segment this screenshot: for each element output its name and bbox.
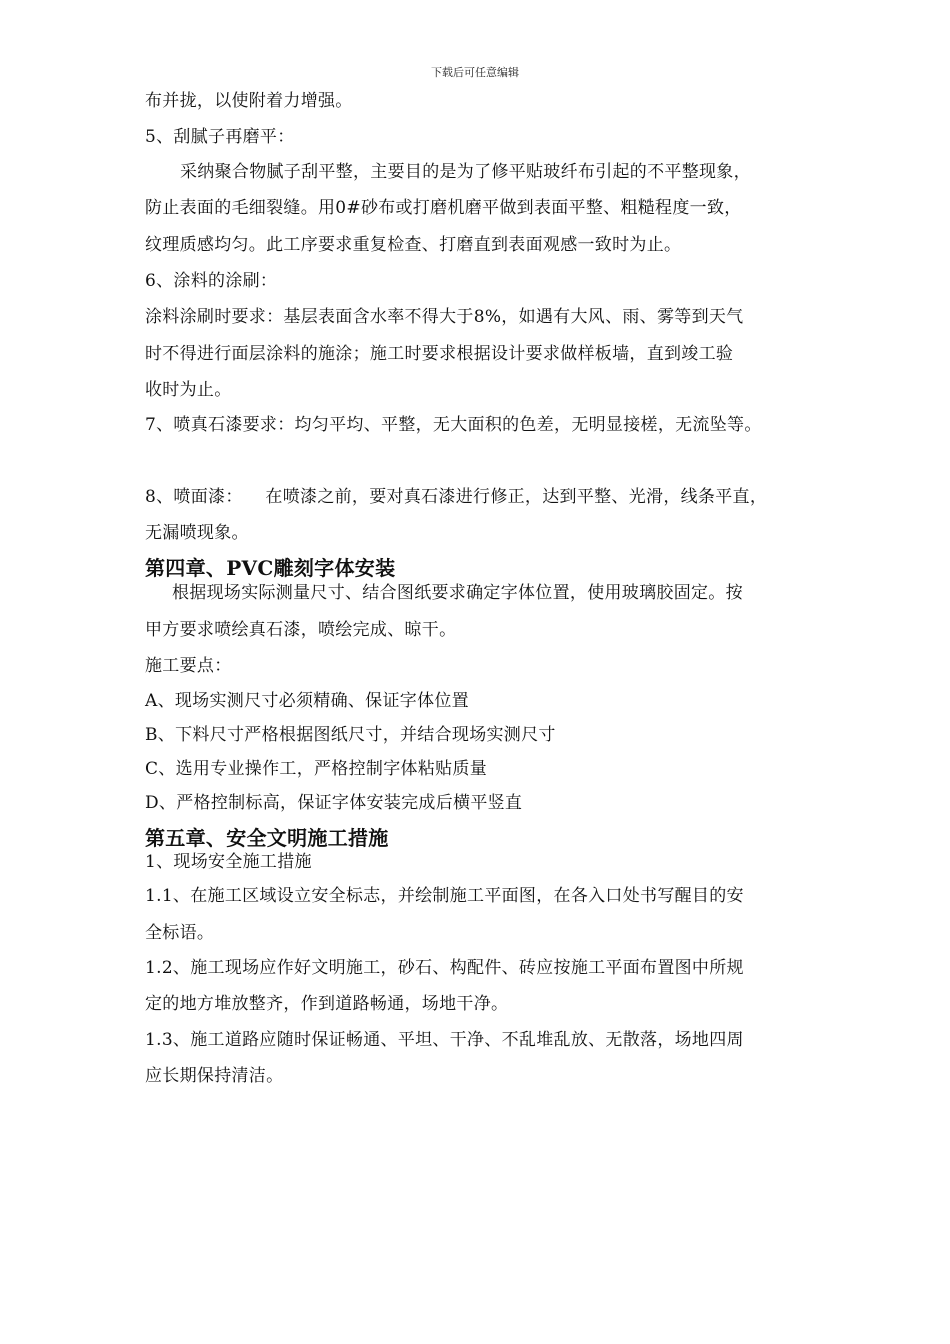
- paragraph-line: 收时为止。: [145, 380, 232, 400]
- paragraph-line: 布并拢，以使附着力增强。: [145, 91, 353, 111]
- paragraph-line: 1.2、施工现场应作好文明施工，砂石、构配件、砖应按施工平面布置图中所规: [145, 958, 744, 978]
- section-line-8: 8、喷面漆： 在喷漆之前，要对真石漆进行修正，达到平整、光滑，线条平直，: [145, 487, 768, 507]
- paragraph-line: 采纳聚合物腻子刮平整，主要目的是为了修平贴玻纤布引起的不平整现象，: [180, 162, 751, 182]
- paragraph-line: 纹理质感均匀。此工序要求重复检查、打磨直到表面观感一致时为止。: [145, 235, 682, 255]
- paragraph-line: 无漏喷现象。: [145, 523, 249, 543]
- page-header: 下载后可任意编辑: [431, 66, 519, 79]
- list-item: C、选用专业操作工，严格控制字体粘贴质量: [145, 759, 488, 779]
- section-line-7: 7、喷真石漆要求：均匀平均、平整，无大面积的色差，无明显接槎，无流坠等。: [145, 415, 762, 435]
- paragraph-line: 应长期保持清洁。: [145, 1066, 284, 1086]
- paragraph-line: 1.3、施工道路应随时保证畅通、平坦、干净、不乱堆乱放、无散落，场地四周: [145, 1030, 744, 1050]
- list-item: A、现场实测尺寸必须精确、保证字体位置: [145, 691, 469, 711]
- paragraph-line: 根据现场实际测量尺寸、结合图纸要求确定字体位置，使用玻璃胶固定。按: [172, 583, 743, 603]
- paragraph-line: 甲方要求喷绘真石漆，喷绘完成、晾干。: [145, 620, 457, 640]
- paragraph-line: 防止表面的毛细裂缝。用0#砂布或打磨机磨平做到表面平整、粗糙程度一致，: [145, 198, 742, 218]
- list-item: B、下料尺寸严格根据图纸尺寸，并结合现场实测尺寸: [145, 725, 556, 745]
- chapter-4-title: 第四章、PVC雕刻字体安装: [145, 556, 396, 580]
- chapter-5-title: 第五章、安全文明施工措施: [145, 826, 389, 850]
- section-heading-6: 6、涂料的涂刷：: [145, 271, 278, 291]
- subsection-heading: 1、现场安全施工措施: [145, 852, 312, 872]
- section-heading-5: 5、刮腻子再磨平：: [145, 127, 295, 147]
- paragraph-line: 全标语。: [145, 923, 215, 943]
- list-heading: 施工要点：: [145, 656, 232, 676]
- paragraph-line: 1.1、在施工区域设立安全标志，并绘制施工平面图，在各入口处书写醒目的安: [145, 886, 744, 906]
- paragraph-line: 涂料涂刷时要求：基层表面含水率不得大于8%，如遇有大风、雨、雾等到天气: [145, 307, 744, 327]
- paragraph-line: 定的地方堆放整齐，作到道路畅通，场地干净。: [145, 994, 509, 1014]
- list-item: D、严格控制标高，保证字体安装完成后横平竖直: [145, 793, 523, 813]
- paragraph-line: 时不得进行面层涂料的施涂；施工时要求根据设计要求做样板墙，直到竣工验: [145, 344, 734, 364]
